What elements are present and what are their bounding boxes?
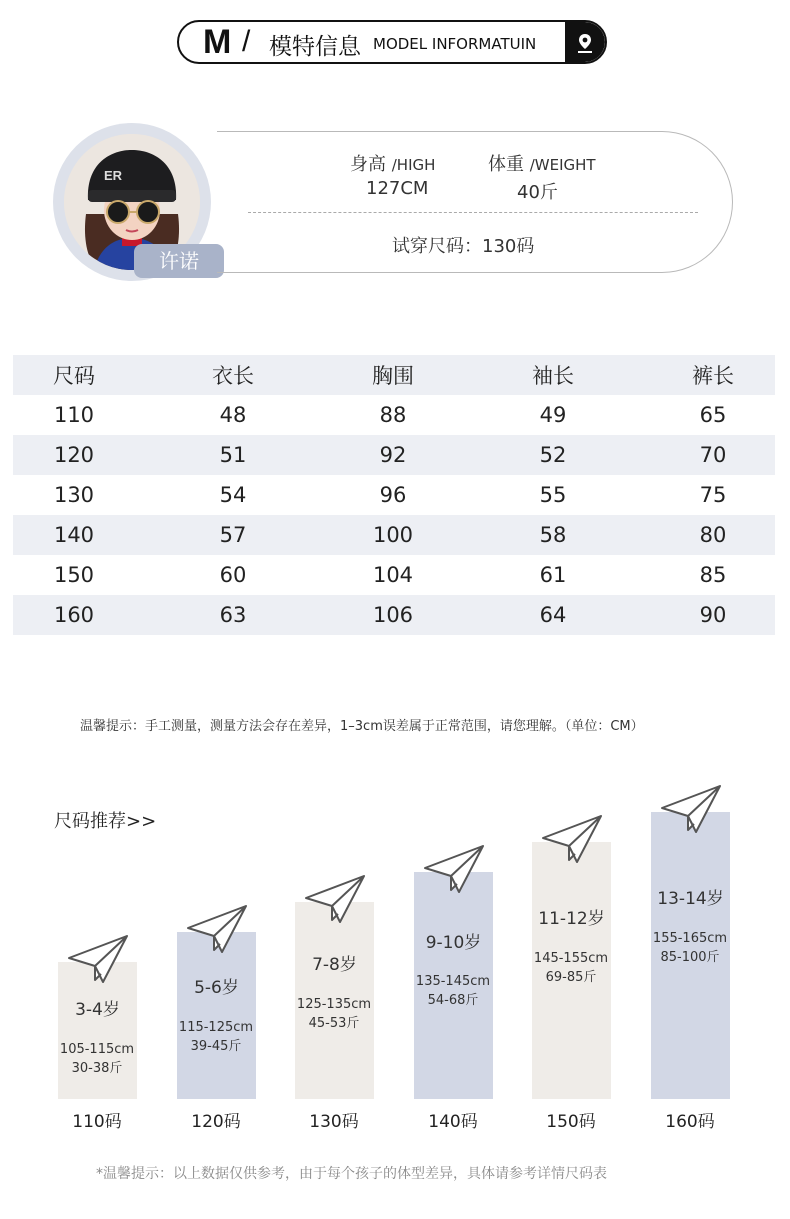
table-cell: 75 xyxy=(699,483,727,507)
recommend-height: 145-155cm xyxy=(533,951,609,966)
weight-label-en: /WEIGHT xyxy=(529,156,596,174)
table-row xyxy=(13,515,775,555)
table-cell: 48 xyxy=(219,403,247,427)
paper-plane-icon xyxy=(186,904,250,956)
height-label xyxy=(350,150,435,176)
table-cell: 130 xyxy=(53,483,95,507)
recommend-height: 125-135cm xyxy=(296,997,372,1012)
recommend-age: 11-12岁 xyxy=(538,909,605,929)
recommend-weight: 45-53斤 xyxy=(308,1016,360,1031)
paper-plane-icon xyxy=(660,784,724,836)
table-cell: 57 xyxy=(219,523,247,547)
height-label-cn: 身高 xyxy=(350,154,386,175)
recommend-height: 135-145cm xyxy=(415,974,491,989)
table-row xyxy=(13,595,775,635)
recommend-age: 3-4岁 xyxy=(75,1000,120,1020)
table-cell: 64 xyxy=(539,603,567,627)
table-cell: 70 xyxy=(699,443,727,467)
table-cell: 61 xyxy=(539,563,567,587)
table-header-cell: 衣长 xyxy=(212,364,254,388)
recommend-age: 5-6岁 xyxy=(194,978,239,998)
recommend-size: 130码 xyxy=(309,1112,359,1132)
section-header xyxy=(177,20,607,64)
table-header-cell: 袖长 xyxy=(532,364,574,388)
table-row xyxy=(13,475,775,515)
table-cell: 55 xyxy=(539,483,567,507)
table-cell: 63 xyxy=(219,603,247,627)
paper-plane-icon xyxy=(67,934,131,986)
table-cell: 65 xyxy=(699,403,727,427)
table-cell: 92 xyxy=(379,443,407,467)
recommend-age: 13-14岁 xyxy=(657,889,724,909)
table-cell: 90 xyxy=(699,603,727,627)
header-cap xyxy=(565,22,605,62)
table-cell: 110 xyxy=(53,403,95,427)
table-row xyxy=(13,435,775,475)
table-row xyxy=(13,395,775,435)
table-cell: 96 xyxy=(379,483,407,507)
table-cell: 60 xyxy=(219,563,247,587)
table-header-row xyxy=(13,355,775,395)
measurement-note: 温馨提示：手工测量，测量方法会存在差异，1–3cm误差属于正常范围，请您理解。（单位：CM） xyxy=(80,719,644,734)
recommend-title: 尺码推荐>> xyxy=(54,811,157,832)
table-cell: 120 xyxy=(53,443,95,467)
pin-icon xyxy=(574,32,596,54)
paper-plane-icon xyxy=(541,814,605,866)
info-divider xyxy=(248,212,698,213)
recommend-size: 150码 xyxy=(546,1112,596,1132)
table-row xyxy=(13,555,775,595)
recommend-size: 140码 xyxy=(428,1112,478,1132)
recommend-weight: 39-45斤 xyxy=(190,1039,242,1054)
table-cell: 160 xyxy=(53,603,95,627)
recommend-height: 115-125cm xyxy=(178,1020,254,1035)
footer-note: *温馨提示：以上数据仅供参考，由于每个孩子的体型差异，具体请参考详情尺码表 xyxy=(96,1166,607,1182)
recommend-height: 105-115cm xyxy=(59,1042,135,1057)
recommend-size: 120码 xyxy=(191,1112,241,1132)
header-slash: / xyxy=(242,25,251,58)
recommend-size: 160码 xyxy=(665,1112,715,1132)
weight-label-cn: 体重 xyxy=(488,154,524,175)
weight-value: 40斤 xyxy=(517,182,558,203)
table-cell: 106 xyxy=(372,603,414,627)
paper-plane-icon xyxy=(304,874,368,926)
height-value: 127CM xyxy=(366,178,429,199)
table-cell: 49 xyxy=(539,403,567,427)
recommend-age: 9-10岁 xyxy=(425,933,482,953)
svg-text:ER: ER xyxy=(104,168,123,183)
table-header-cell: 胸围 xyxy=(372,364,414,388)
trial-size: 试穿尺码：130码 xyxy=(392,236,535,257)
table-cell: 85 xyxy=(699,563,727,587)
header-title-cn: 模特信息 xyxy=(269,34,361,60)
header-title-en: MODEL INFORMATUIN xyxy=(373,35,537,53)
table-cell: 88 xyxy=(379,403,407,427)
table-cell: 58 xyxy=(539,523,567,547)
recommend-size: 110码 xyxy=(72,1112,122,1132)
table-cell: 54 xyxy=(219,483,247,507)
table-cell: 80 xyxy=(699,523,727,547)
recommend-height: 155-165cm xyxy=(652,931,728,946)
height-label-en: /HIGH xyxy=(391,156,436,174)
header-size-letter: M xyxy=(203,23,232,61)
table-cell: 104 xyxy=(372,563,414,587)
paper-plane-icon xyxy=(423,844,487,896)
table-header-cell: 尺码 xyxy=(53,364,95,388)
table-cell: 140 xyxy=(53,523,95,547)
table-cell: 52 xyxy=(539,443,567,467)
table-cell: 150 xyxy=(53,563,95,587)
model-name-tag: 许诺 xyxy=(134,244,224,278)
size-table xyxy=(13,355,775,635)
recommend-weight: 54-68斤 xyxy=(427,993,479,1008)
table-cell: 51 xyxy=(219,443,247,467)
weight-label xyxy=(488,150,596,176)
recommend-weight: 69-85斤 xyxy=(545,970,597,985)
recommend-weight: 85-100斤 xyxy=(660,950,720,965)
recommend-bar xyxy=(177,932,256,1099)
table-header-cell: 裤长 xyxy=(692,364,734,388)
table-cell: 100 xyxy=(372,523,414,547)
recommend-weight: 30-38斤 xyxy=(71,1061,123,1076)
recommend-age: 7-8岁 xyxy=(312,955,357,975)
